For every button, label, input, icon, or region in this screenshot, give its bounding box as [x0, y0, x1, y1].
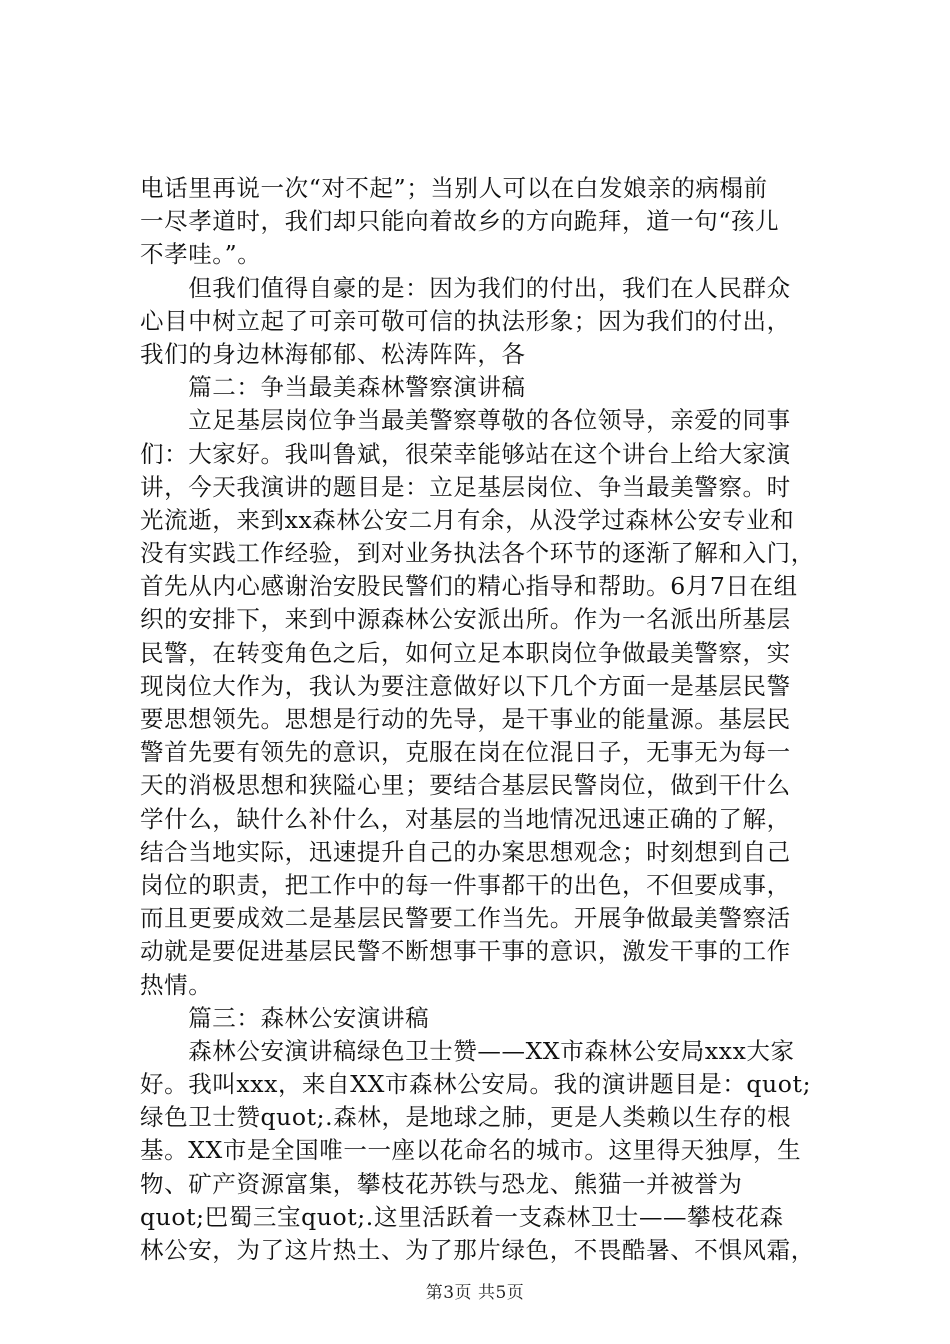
text-line: 讲，今天我演讲的题目是：立足基层岗位、争当最美警察。时 — [140, 472, 791, 501]
text-line: 要思想领先。思想是行动的先导，是干事业的能量源。基层民 — [140, 705, 791, 733]
section-heading: 篇二：争当最美森林警察演讲稿 — [140, 373, 526, 402]
text-line: 而且更要成效二是基层民警要工作当先。开展争做最美警察活 — [140, 904, 791, 933]
text-line: 但我们值得自豪的是：因为我们的付出，我们在人民群众 — [140, 273, 791, 302]
text-line: 热情。 — [140, 970, 213, 999]
text-line: 光流逝，来到xx森林公安二月有余，从没学过森林公安专业和 — [140, 505, 795, 534]
text-line: 立足基层岗位争当最美警察尊敬的各位领导，亲爱的同事 — [140, 406, 791, 435]
text-line: 没有实践工作经验，到对业务执法各个环节的逐渐了解和入门， — [140, 539, 815, 568]
text-line: 心目中树立起了可亲可敬可信的执法形象；因为我们的付出， — [140, 306, 791, 335]
text-line: 学什么，缺什么补什么，对基层的当地情况迅速正确的了解， — [140, 804, 791, 833]
text-line: 一尽孝道时，我们却只能向着故乡的方向跪拜，道一句“孩儿 — [140, 207, 780, 236]
text-line: 好。我叫xxx，来自XX市森林公安局。我的演讲题目是：quot; — [140, 1070, 812, 1099]
text-line: quot;巴蜀三宝quot;.这里活跃着一支森林卫士——攀枝花森 — [140, 1202, 784, 1231]
text-line: 我们的身边林海郁郁、松涛阵阵，各 — [140, 339, 526, 368]
body-text — [140, 172, 840, 1267]
text-line: 现岗位大作为，我认为要注意做好以下几个方面一是基层民警 — [140, 671, 791, 700]
text-line: 不孝哇。”。 — [140, 240, 262, 269]
text-line: 绿色卫士赞quot;.森林，是地球之肺，更是人类赖以生存的根 — [140, 1103, 792, 1132]
text-line: 首先从内心感谢治安股民警们的精心指导和帮助。6月7日在组 — [140, 572, 798, 601]
page-footer — [0, 1278, 950, 1303]
text-line: 电话里再说一次“对不起”；当别人可以在白发娘亲的病榻前 — [140, 174, 768, 202]
text-line: 天的消极思想和狭隘心里；要结合基层民警岗位，做到干什么 — [140, 771, 791, 800]
text-line: 物、矿产资源富集，攀枝花苏铁与恐龙、熊猫一并被誉为 — [140, 1169, 743, 1198]
page-number: 第3页 共5页 — [425, 1283, 525, 1303]
section-heading: 篇三：森林公安演讲稿 — [140, 1003, 430, 1032]
text-line: 基。XX市是全国唯一一座以花命名的城市。这里得天独厚，生 — [140, 1136, 802, 1165]
text-line: 动就是要促进基层民警不断想事干事的意识，激发干事的工作 — [140, 937, 791, 966]
text-line: 森林公安演讲稿绿色卫士赞——XX市森林公安局xxx大家 — [140, 1036, 795, 1065]
text-line: 结合当地实际，迅速提升自己的办案思想观念；时刻想到自己 — [140, 837, 791, 866]
text-line: 民警，在转变角色之后，如何立足本职岗位争做最美警察，实 — [140, 638, 791, 667]
text-line: 织的安排下，来到中源森林公安派出所。作为一名派出所基层 — [140, 605, 791, 634]
text-line: 岗位的职责，把工作中的每一件事都干的出色，不但要成事， — [140, 870, 791, 899]
text-line: 警首先要有领先的意识，克服在岗在位混日子，无事无为每一 — [140, 738, 791, 767]
text-line: 们：大家好。我叫鲁斌，很荣幸能够站在这个讲台上给大家演 — [140, 439, 791, 468]
text-line: 林公安，为了这片热土、为了那片绿色，不畏酷暑、不惧风霜， — [140, 1236, 815, 1264]
